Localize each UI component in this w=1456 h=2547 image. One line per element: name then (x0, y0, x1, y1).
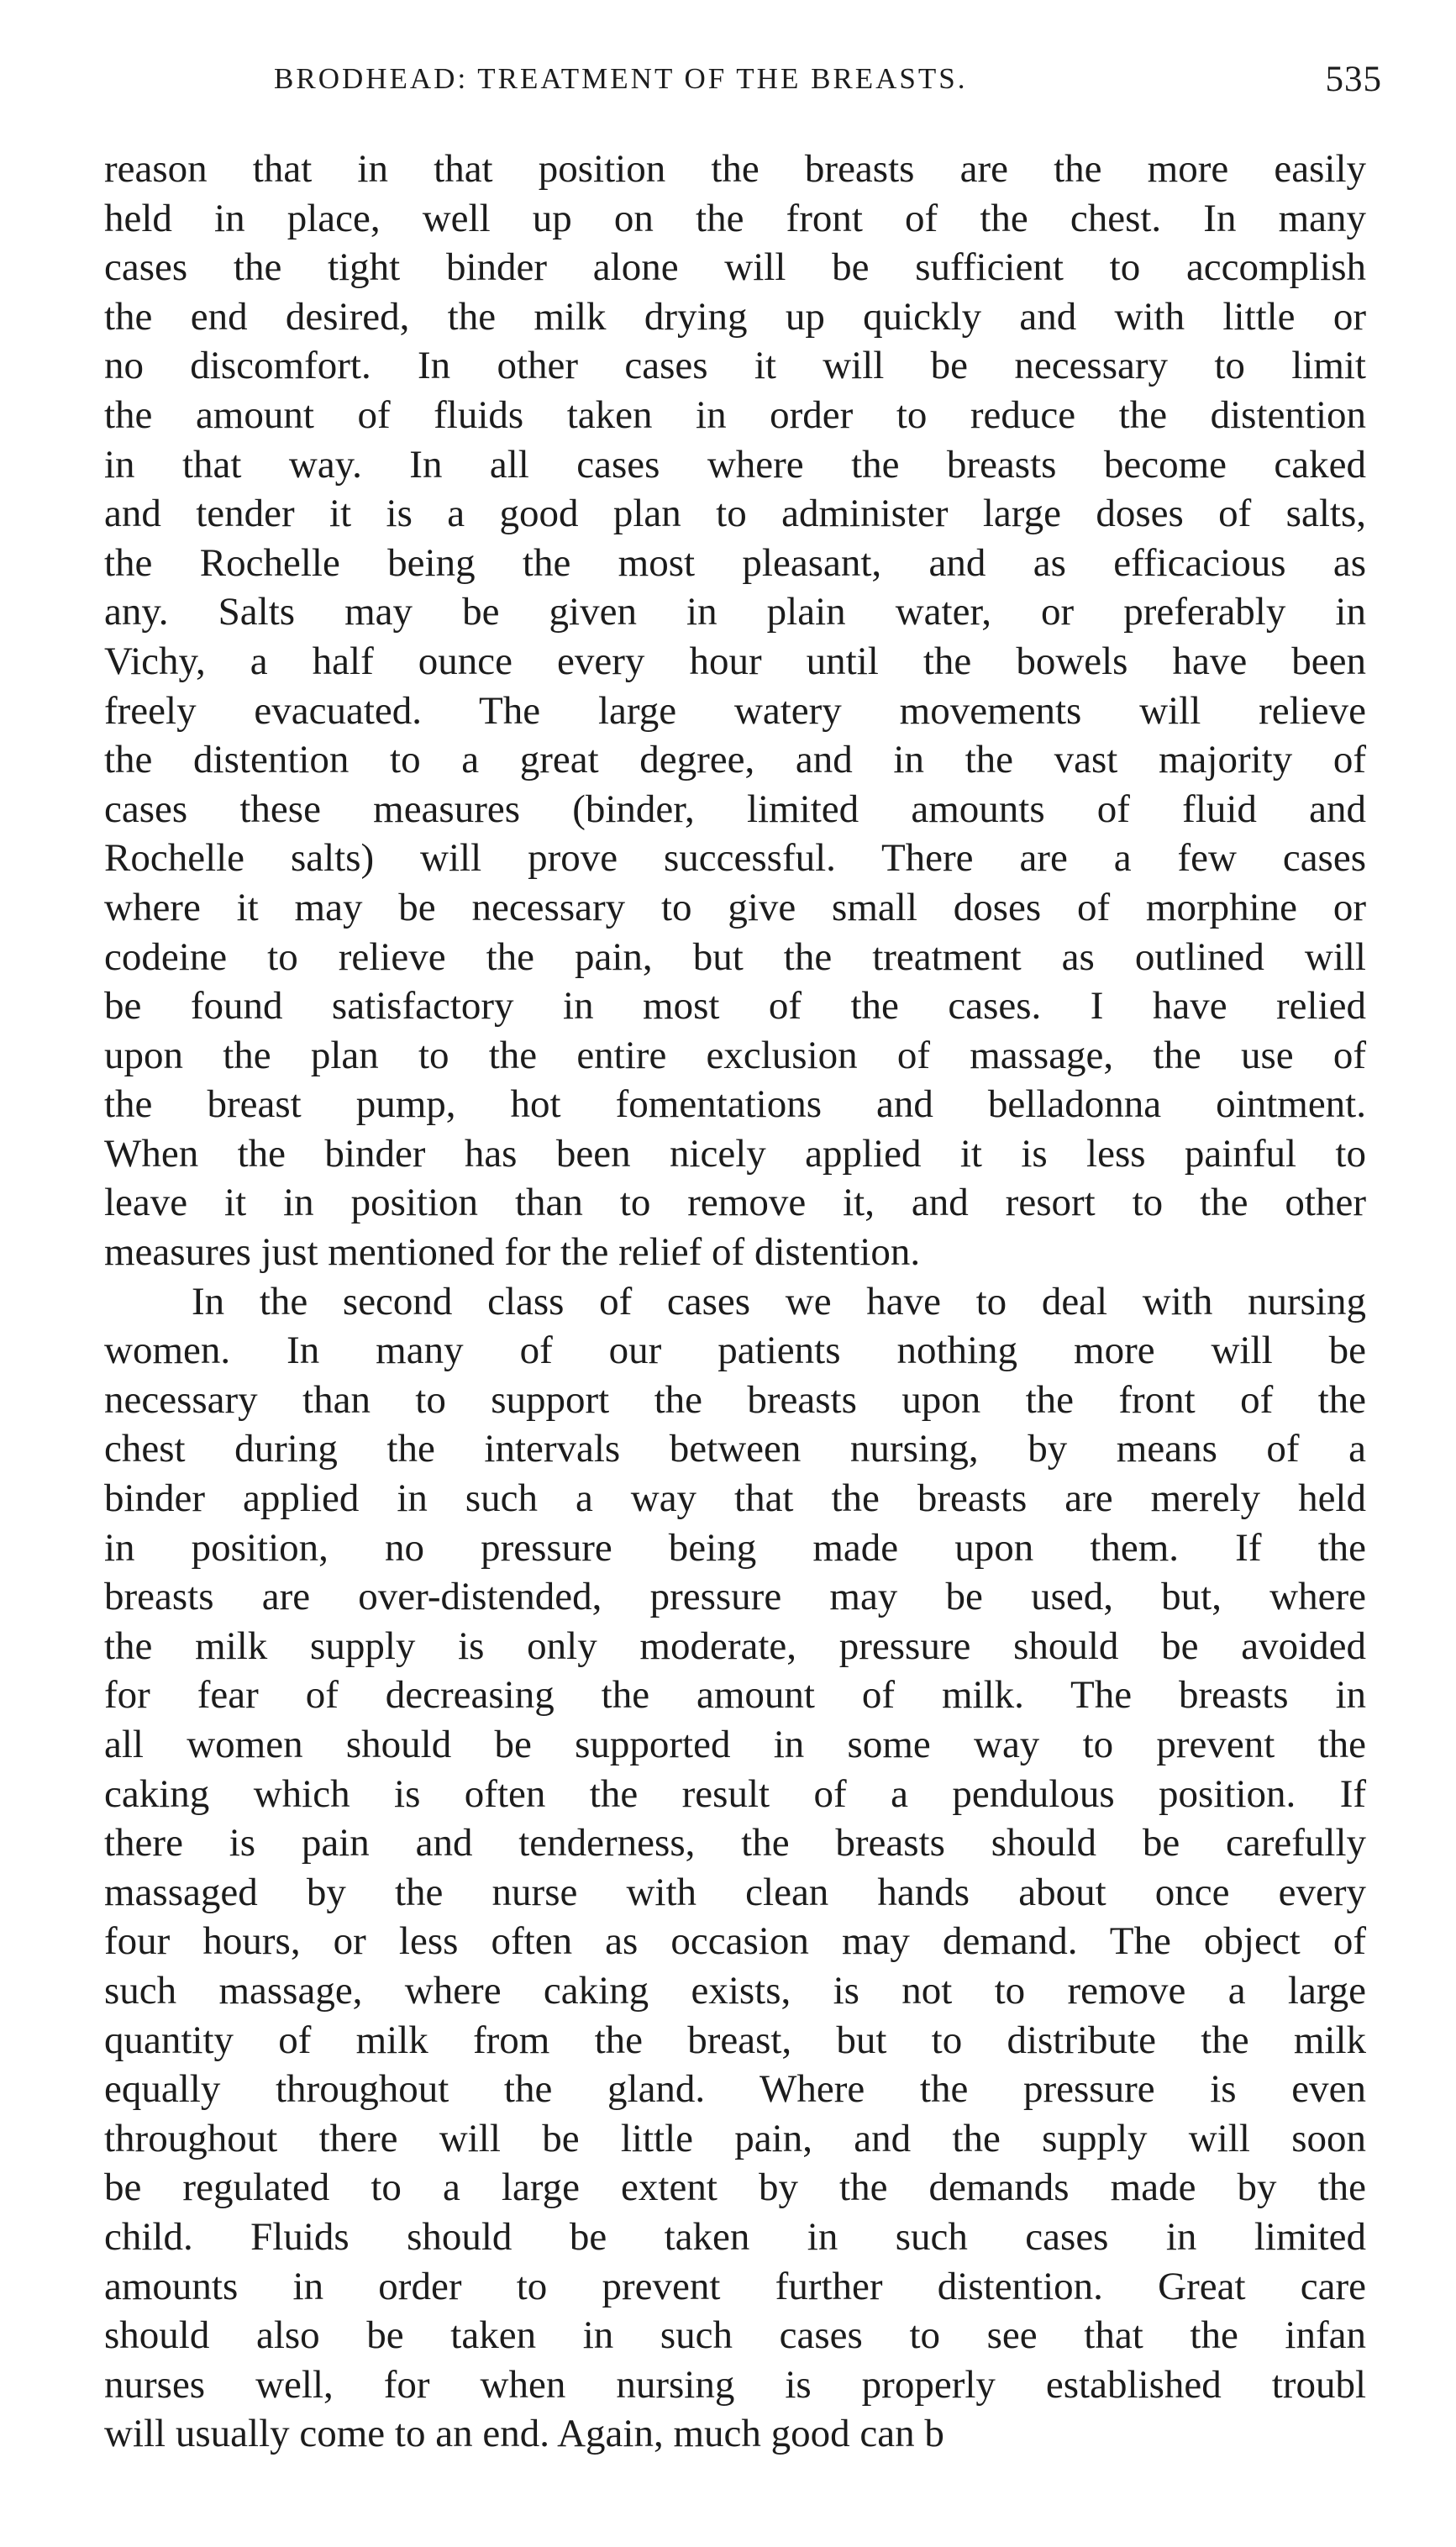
text-line: and tender it is a good plan to administer large doses of salts, (104, 492, 1366, 536)
text-line: the distention to a great degree, and in the vast majority of (104, 738, 1366, 782)
text-line: the Rochelle being the most pleasant, and as efficacious as (104, 540, 1366, 585)
text-line: binder applied in such a way that the breasts are merely held (104, 1476, 1366, 1521)
text-line: should also be taken in such cases to see that the infan (104, 2313, 1366, 2358)
text-line: upon the plan to the entire exclusion of massage, the use of (104, 1033, 1366, 1077)
text-line: cases the tight binder alone will be sufficient to accomplish (104, 245, 1366, 290)
text-line: there is pain and tenderness, the breasts should be carefully (104, 1821, 1366, 1866)
text-line: massaged by the nurse with clean hands about once every (104, 1870, 1366, 1914)
text-line: chest during the intervals between nursing, by means of a (104, 1427, 1366, 1471)
paragraph-2 (104, 1277, 1366, 2459)
running-head (108, 50, 1382, 126)
text-line: any. Salts may be given in plain water, or preferably in (104, 590, 1366, 634)
text-line: all women should be supported in some way to prevent the (104, 1723, 1366, 1766)
text-line: equally throughout the gland. Where the pressure is even (104, 2067, 1366, 2112)
text-line: Rochelle salts) will prove successful. There are a few cases (104, 836, 1366, 881)
text-line: measures just mentioned for the relief of distention. (104, 1230, 921, 1275)
page-number: 535 (1325, 60, 1382, 99)
text-line: codeine to relieve the pain, but the treatment as outlined will (104, 934, 1366, 979)
text-line: cases these measures (binder, limited amounts of fluid and (104, 787, 1366, 831)
text-line: quantity of milk from the breast, but to distribute the milk (104, 2018, 1366, 2062)
text-line: throughout there will be little pain, and the supply will soon (104, 2116, 1366, 2160)
text-line: the amount of fluids taken in order to reduce the distention (104, 392, 1366, 437)
text-line: freely evacuated. The large watery movements will relieve (104, 688, 1366, 733)
text-line: be regulated to a large extent by the demands made by the (104, 2165, 1366, 2210)
text-line: necessary than to support the breasts upon the front of the (104, 1377, 1366, 1422)
running-title: BRODHEAD: TREATMENT OF THE BREASTS. (274, 62, 968, 95)
text-line: nurses well, for when nursing is properly established troubl (104, 2362, 1366, 2407)
text-line: child. Fluids should be taken in such cases in limited (104, 2214, 1366, 2259)
text-line: caking which is often the result of a pendulous position. If (104, 1771, 1366, 1816)
text-line: the end desired, the milk drying up quickly and with little or (104, 294, 1366, 339)
text-line: will usually come to an end. Again, much good can b (104, 2412, 944, 2456)
paragraph-1 (104, 145, 1366, 1277)
text-line: In the second class of cases we have to deal with nursing (192, 1279, 1366, 1323)
text-line: in position, no pressure being made upon them. If the (104, 1525, 1366, 1570)
text-line: held in place, well up on the front of the chest. In many (104, 196, 1366, 240)
text-line: amounts in order to prevent further distention. Great care (104, 2264, 1366, 2308)
text-line: no discomfort. In other cases it will be necessary to limit (104, 344, 1366, 388)
text-line: breasts are over-distended, pressure may be used, but, where (104, 1575, 1366, 1619)
text-line: where it may be necessary to give small doses of morphine or (104, 885, 1366, 929)
text-line: such massage, where caking exists, is not to remove a large (104, 1968, 1366, 2013)
body-text (104, 145, 1366, 2459)
text-line: the milk supply is only moderate, pressure should be avoided (104, 1623, 1366, 1668)
text-line: in that way. In all cases where the breasts become caked (104, 442, 1366, 487)
text-line: women. In many of our patients nothing more will be (104, 1329, 1366, 1373)
text-line: leave it in position than to remove it, and resort to the other (104, 1181, 1366, 1225)
text-line: reason that in that position the breasts are the more easily (104, 147, 1366, 191)
text-line: for fear of decreasing the amount of milk. The breasts in (104, 1673, 1366, 1718)
text-line: When the binder has been nicely applied it is less painful to (104, 1131, 1366, 1176)
text-line: Vichy, a half ounce every hour until the bowels have been (104, 639, 1366, 683)
text-line: the breast pump, hot fomentations and belladonna ointment. (104, 1082, 1366, 1127)
text-line: be found satisfactory in most of the cases. I have relied (104, 984, 1366, 1029)
text-line: four hours, or less often as occasion may demand. The object of (104, 1919, 1366, 1964)
